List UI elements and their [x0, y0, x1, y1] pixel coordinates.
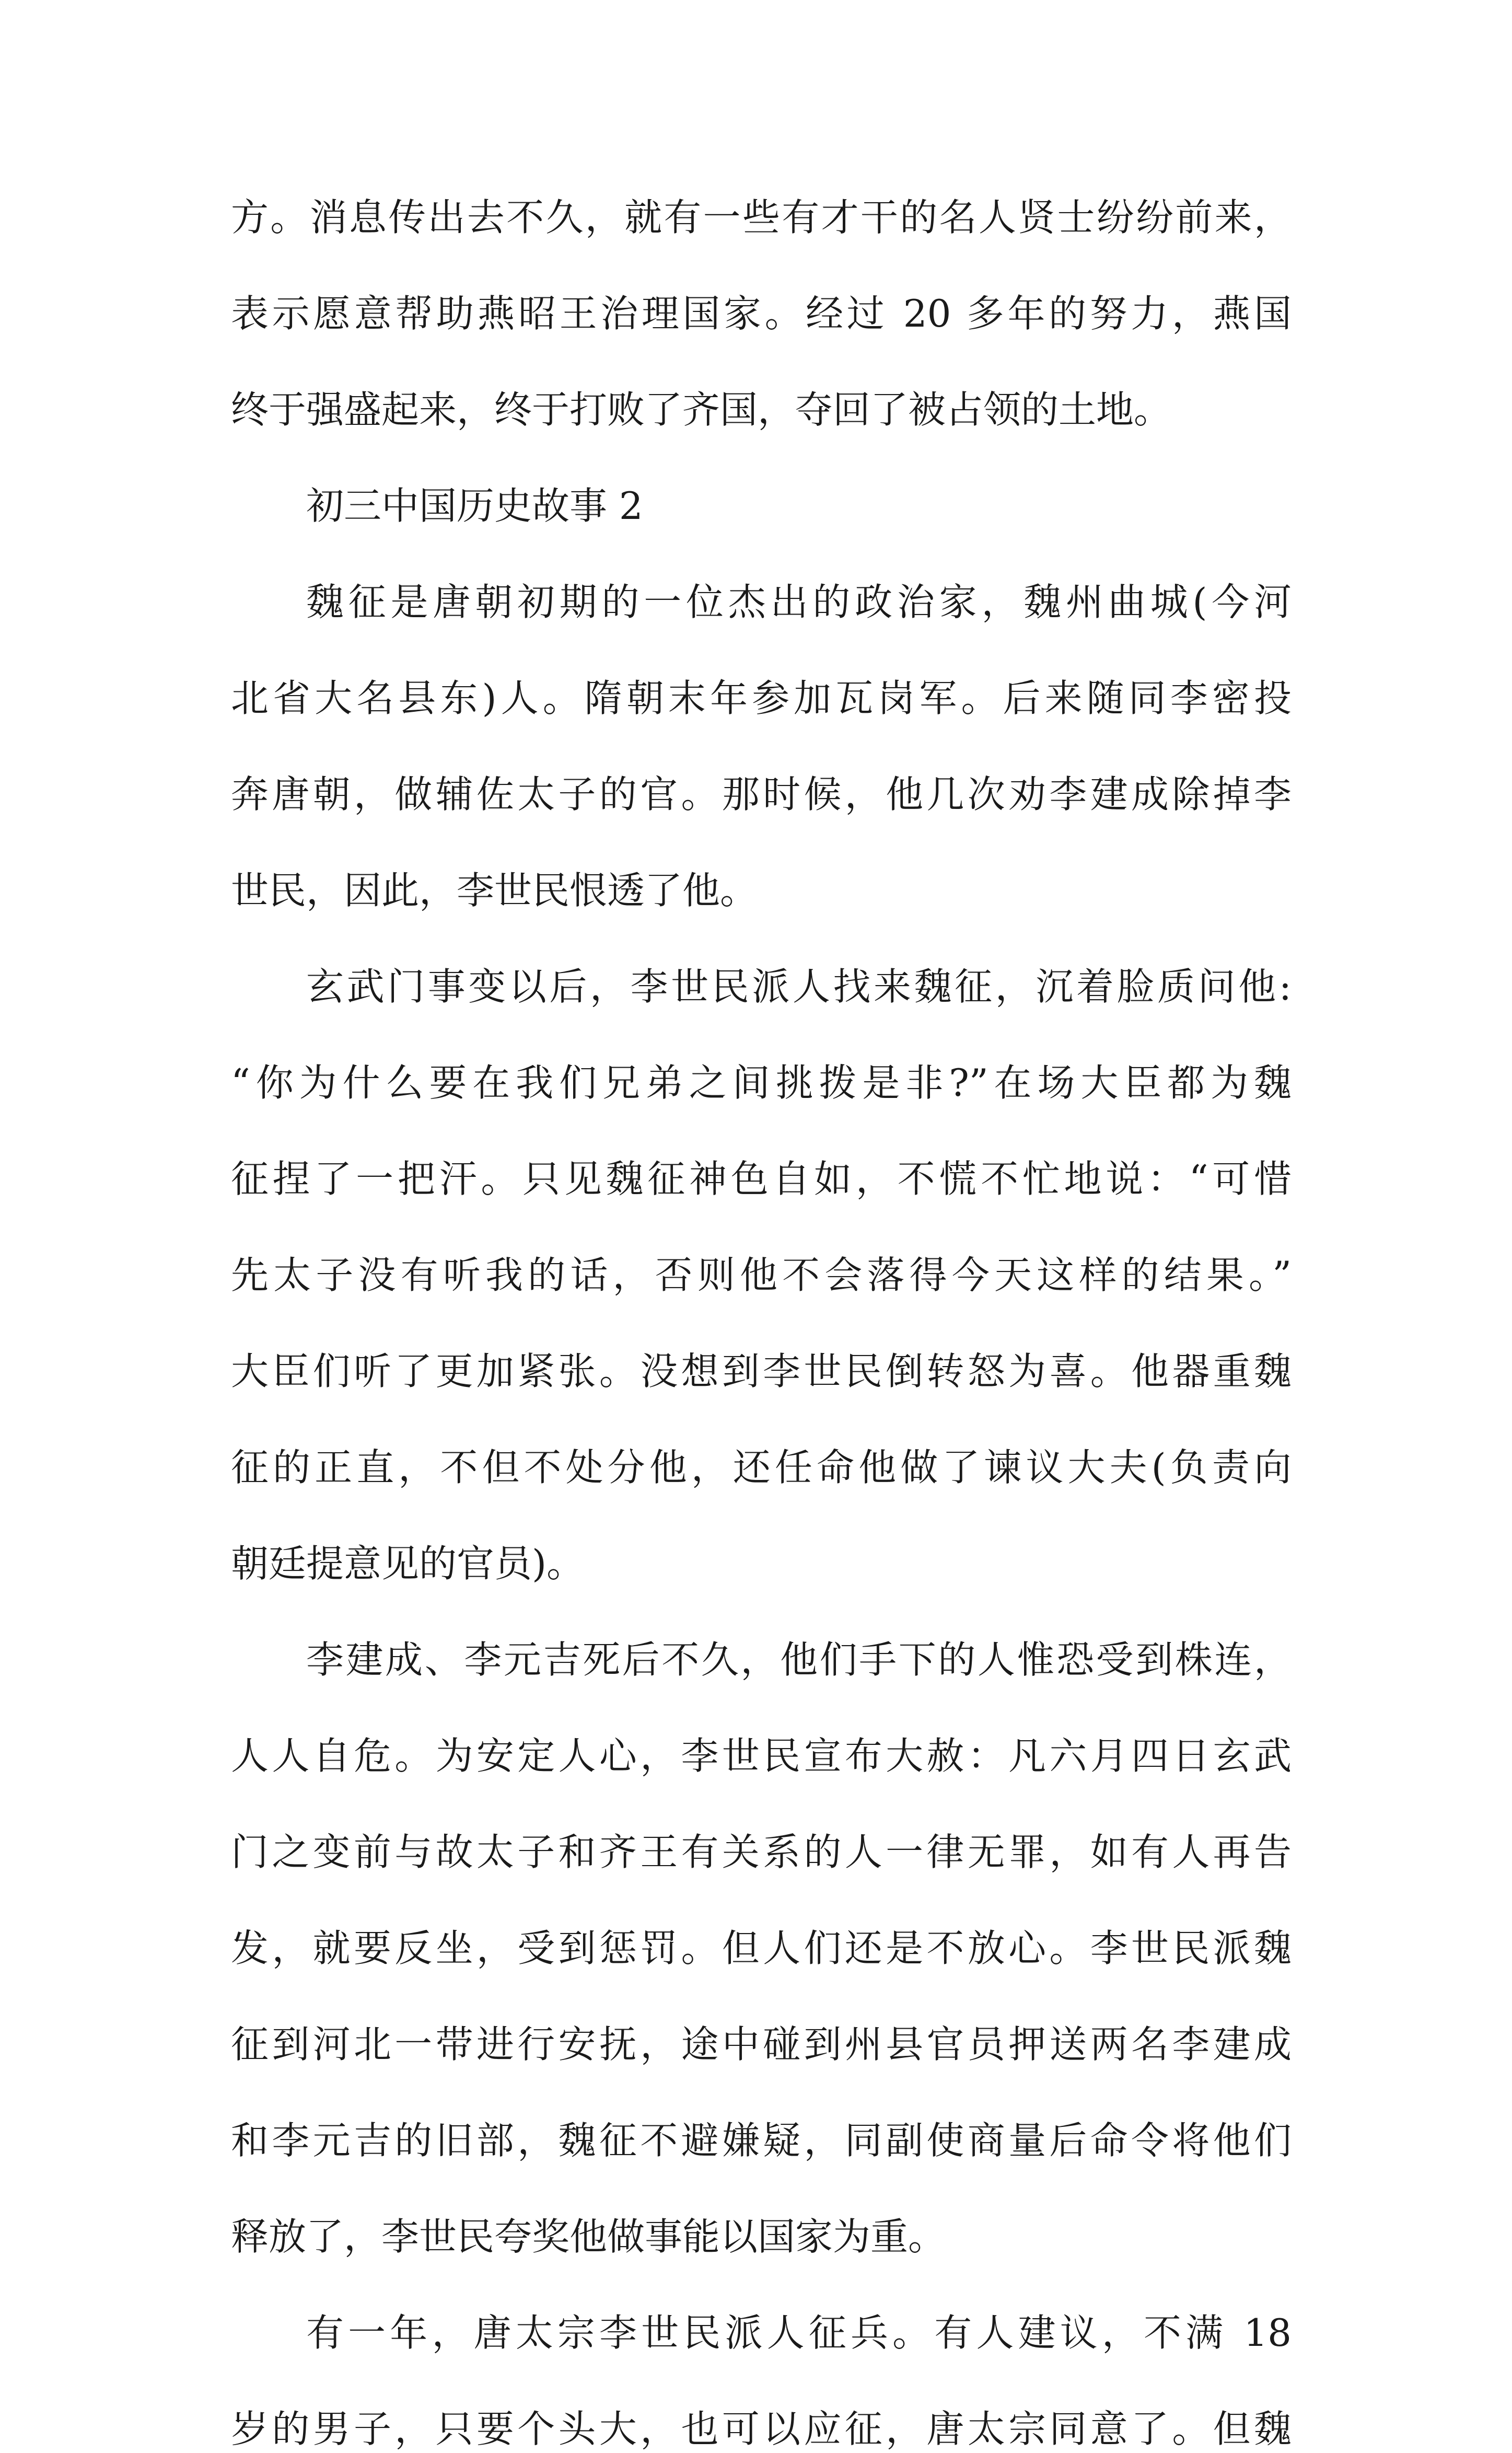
text-line: 朝廷提意见的官员)。	[231, 1542, 585, 1586]
text-line: 门之变前与故太子和齐王有关系的人一律无罪，如有人再告	[231, 1830, 1292, 1874]
text-line: 先太子没有听我的话，否则他不会落得今天这样的结果。”	[231, 1253, 1292, 1297]
section-heading: 初三中国历史故事 2	[306, 484, 643, 528]
text-line: 北省大名县东)人。隋朝末年参加瓦岗军。后来随同李密投	[231, 676, 1292, 720]
text-line: 魏征是唐朝初期的一位杰出的政治家，魏州曲城(今河	[306, 580, 1292, 624]
text-line: 方。消息传出去不久，就有一些有才干的名人贤士纷纷前来，	[231, 195, 1292, 239]
text-line: 征的正直，不但不处分他，还任命他做了谏议大夫(负责向	[231, 1445, 1292, 1489]
text-line: 人人自危。为安定人心，李世民宣布大赦：凡六月四日玄武	[231, 1734, 1292, 1778]
text-line: 奔唐朝，做辅佐太子的官。那时候，他几次劝李建成除掉李	[231, 772, 1292, 816]
text-line: 玄武门事变以后，李世民派人找来魏征，沉着脸质问他:	[306, 965, 1292, 1009]
text-line: 岁的男子，只要个头大，也可以应征，唐太宗同意了。但魏	[231, 2407, 1292, 2451]
text-line: 世民，因此，李世民恨透了他。	[231, 869, 758, 912]
text-line: 终于强盛起来，终于打败了齐国，夺回了被占领的土地。	[231, 388, 1172, 432]
text-line: 和李元吉的旧部，魏征不避嫌疑，同副使商量后命令将他们	[231, 2119, 1292, 2162]
document-body	[231, 193, 1292, 2453]
text-line: 大臣们听了更加紧张。没想到李世民倒转怒为喜。他器重魏	[231, 1349, 1292, 1393]
text-line: 征捏了一把汗。只见魏征神色自如，不慌不忙地说：“可惜	[231, 1157, 1292, 1201]
text-line: 表示愿意帮助燕昭王治理国家。经过 20 多年的努力，燕国	[231, 292, 1292, 335]
text-line: 李建成、李元吉死后不久，他们手下的人惟恐受到株连，	[306, 1638, 1292, 1682]
text-line: 有一年，唐太宗李世民派人征兵。有人建议，不满 18	[306, 2311, 1292, 2355]
text-line: 征到河北一带进行安抚，途中碰到州县官员押送两名李建成	[231, 2022, 1292, 2066]
text-line: 发，就要反坐，受到惩罚。但人们还是不放心。李世民派魏	[231, 1926, 1292, 1970]
text-line: “你为什么要在我们兄弟之间挑拨是非?”在场大臣都为魏	[231, 1061, 1292, 1105]
text-line: 释放了，李世民夸奖他做事能以国家为重。	[231, 2215, 946, 2259]
